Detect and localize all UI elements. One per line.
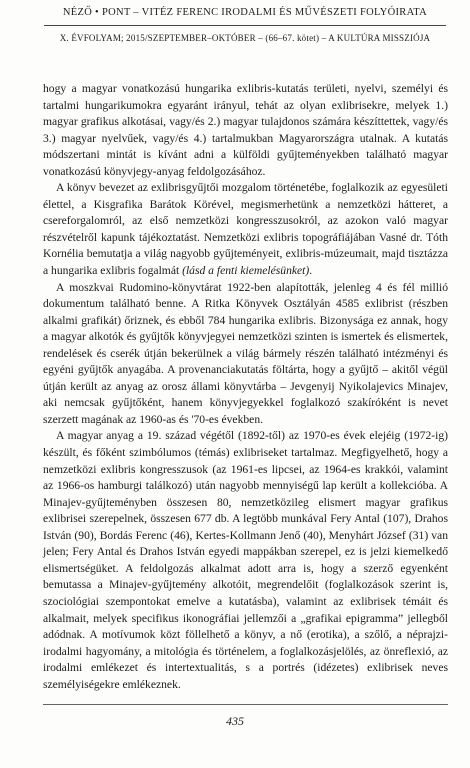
paragraph-1-text: hogy a magyar vonatkozású hungarika exlibris-kutatás területi, nyelvi, személyi és tartalmi hungarikumokra egyaránt irányul, tehát az olyan exlibrisekre, melyek 1.) magyar grafikus alkotásai, vagy/és 2.) magyar tulajdonos számára készíttettek, vagy/és 3.) magyar nyelvűek, vagy/és 4.) tartalmukban Magyarországra utalnak. A kutatás módszertani mintát is kívánt adni a külföldi gyűjteményekben található magyar vonatkozású könyvjegy-anyag feldolgozásához. bbox=[43, 82, 448, 178]
paragraph-2-tail: . bbox=[309, 264, 313, 278]
issue-line: X. ÉVFOLYAM; 2015/SZEPTEMBER–OKTÓBER – (66–67. kötet) – A KULTÚRA MISSZIÓJA bbox=[59, 33, 431, 43]
article-body bbox=[43, 81, 448, 693]
paragraph-1 bbox=[43, 81, 448, 180]
paragraph-3 bbox=[43, 280, 448, 429]
paragraph-2 bbox=[43, 180, 448, 279]
running-header bbox=[44, 6, 446, 45]
footer-rule bbox=[43, 704, 448, 705]
paragraph-2-text: A könyv bevezet az exlibrisgyűjtői mozgalom történetébe, foglalkozik az egyesületi élettel, a Kisgrafika Barátok Körével, megismerhetünk a nemzetközi hátteret, a csereforgalomról, az első nemzetközi kongresszusokról, az azokon való magyar részvételről kapunk tájékoztatást. Nemzetközi exlibris topográfiájában Vasné dr. Tóth Kornélia bemutatja a világ nagyobb gyűjteményeit, exlibris-múzeumait, majd tisztázza a hungarika exlibris fogalmát bbox=[43, 181, 448, 278]
page-number: 435 bbox=[226, 714, 244, 728]
paragraph-3-text: A moszkvai Rudomino-könyvtárat 1922-ben alapították, jelenleg 4 és fél millió dokumentum található benne. A Ritka Könyvek Osztályán 4585 exlibrist (részben alkalmi grafikát) őriznek, és ebből 784 hungarika exlibris. Bizonyságа ez annak, hogy a magyar alkotók és gyűjtők könyvjegyei nemzetközi szinten is ismertek és elismertek, rendelések és cserék útján bekerülnek a világ bármely részén található intézményi és egyéni gyűjtők anyagába. A provenanciakutatás föltárta, hogy a gyűjtő – akitől végül útján került az anyag az orosz állami könyvtárba – Jevgenyij Nyikolajevics Minajev, aki nemcsak gyűjtőként, hanem könyvjegyekkel foglalkozó szakíróként is nevet szerzett magának az 1960-as és '70-es években. bbox=[43, 280, 448, 426]
journal-title: NÉZŐ • PONT – VITÉZ FERENC IRODALMI ÉS MŰVÉSZETI FOLYÓIRATA bbox=[62, 7, 428, 18]
paragraph-4-text: A magyar anyag a 19. század végétől (1892-től) az 1970-es évek elejéig (1972-ig) készült, és főként szimbólumos (témás) exlibriseket tartalmaz. Megfigyelhető, hogy a nemzetközi exlibris kongresszusok (az 1961-es lipcsei, az 1964-es krakkói, valamint az 1966-os hamburgi találkozó) után nagyobb mennyiségű lap került a kollekcióba. A Minajev-gyűjteményben összesen 80, nemzetközileg elismert magyar grafikus exlibrisei szerepelnek, összesen 677 db. A legtöbb munkával Fery Antal (107), Drahos István (90), Bordás Ferenc (46), Kertes-Kollmann Jenő (40), Menyhárt József (31) van jelen; Fery Antal és Drahos István egyedi mappákban szerepel, ez is jelzi kiemelkedő elismertségüket. A feldolgozás alkalmat adott arra is, hogy a szerző egyenként bemutassa a Minajev-gyűjtemény alkotóit, megrendelőit (foglalkozások szerint is, szociológiai szempontokat emelve a kutatásba), valamint az exlibrisek témáit és alkalmait, melyek specifikus ikonográfiai jellemzői a „grafikai epigramma” jellegből adódnak. A motívumok közt föllelhető a könyv, a nő (erotika), a szőlő, a néprajzi-irodalmi hagyomány, a mitológia és történelem, a foglalkozásjelölés, az önreflexió, az irodalmi emlékezet és intertextualitás, s a portrés (idézetes) exlibrisek neves személyiségekre emlékeznek. bbox=[43, 429, 448, 691]
paragraph-2-italic-note: (lásd a fenti kiemelésünket) bbox=[182, 264, 310, 278]
header-rule bbox=[44, 25, 446, 26]
paragraph-4 bbox=[43, 428, 448, 693]
